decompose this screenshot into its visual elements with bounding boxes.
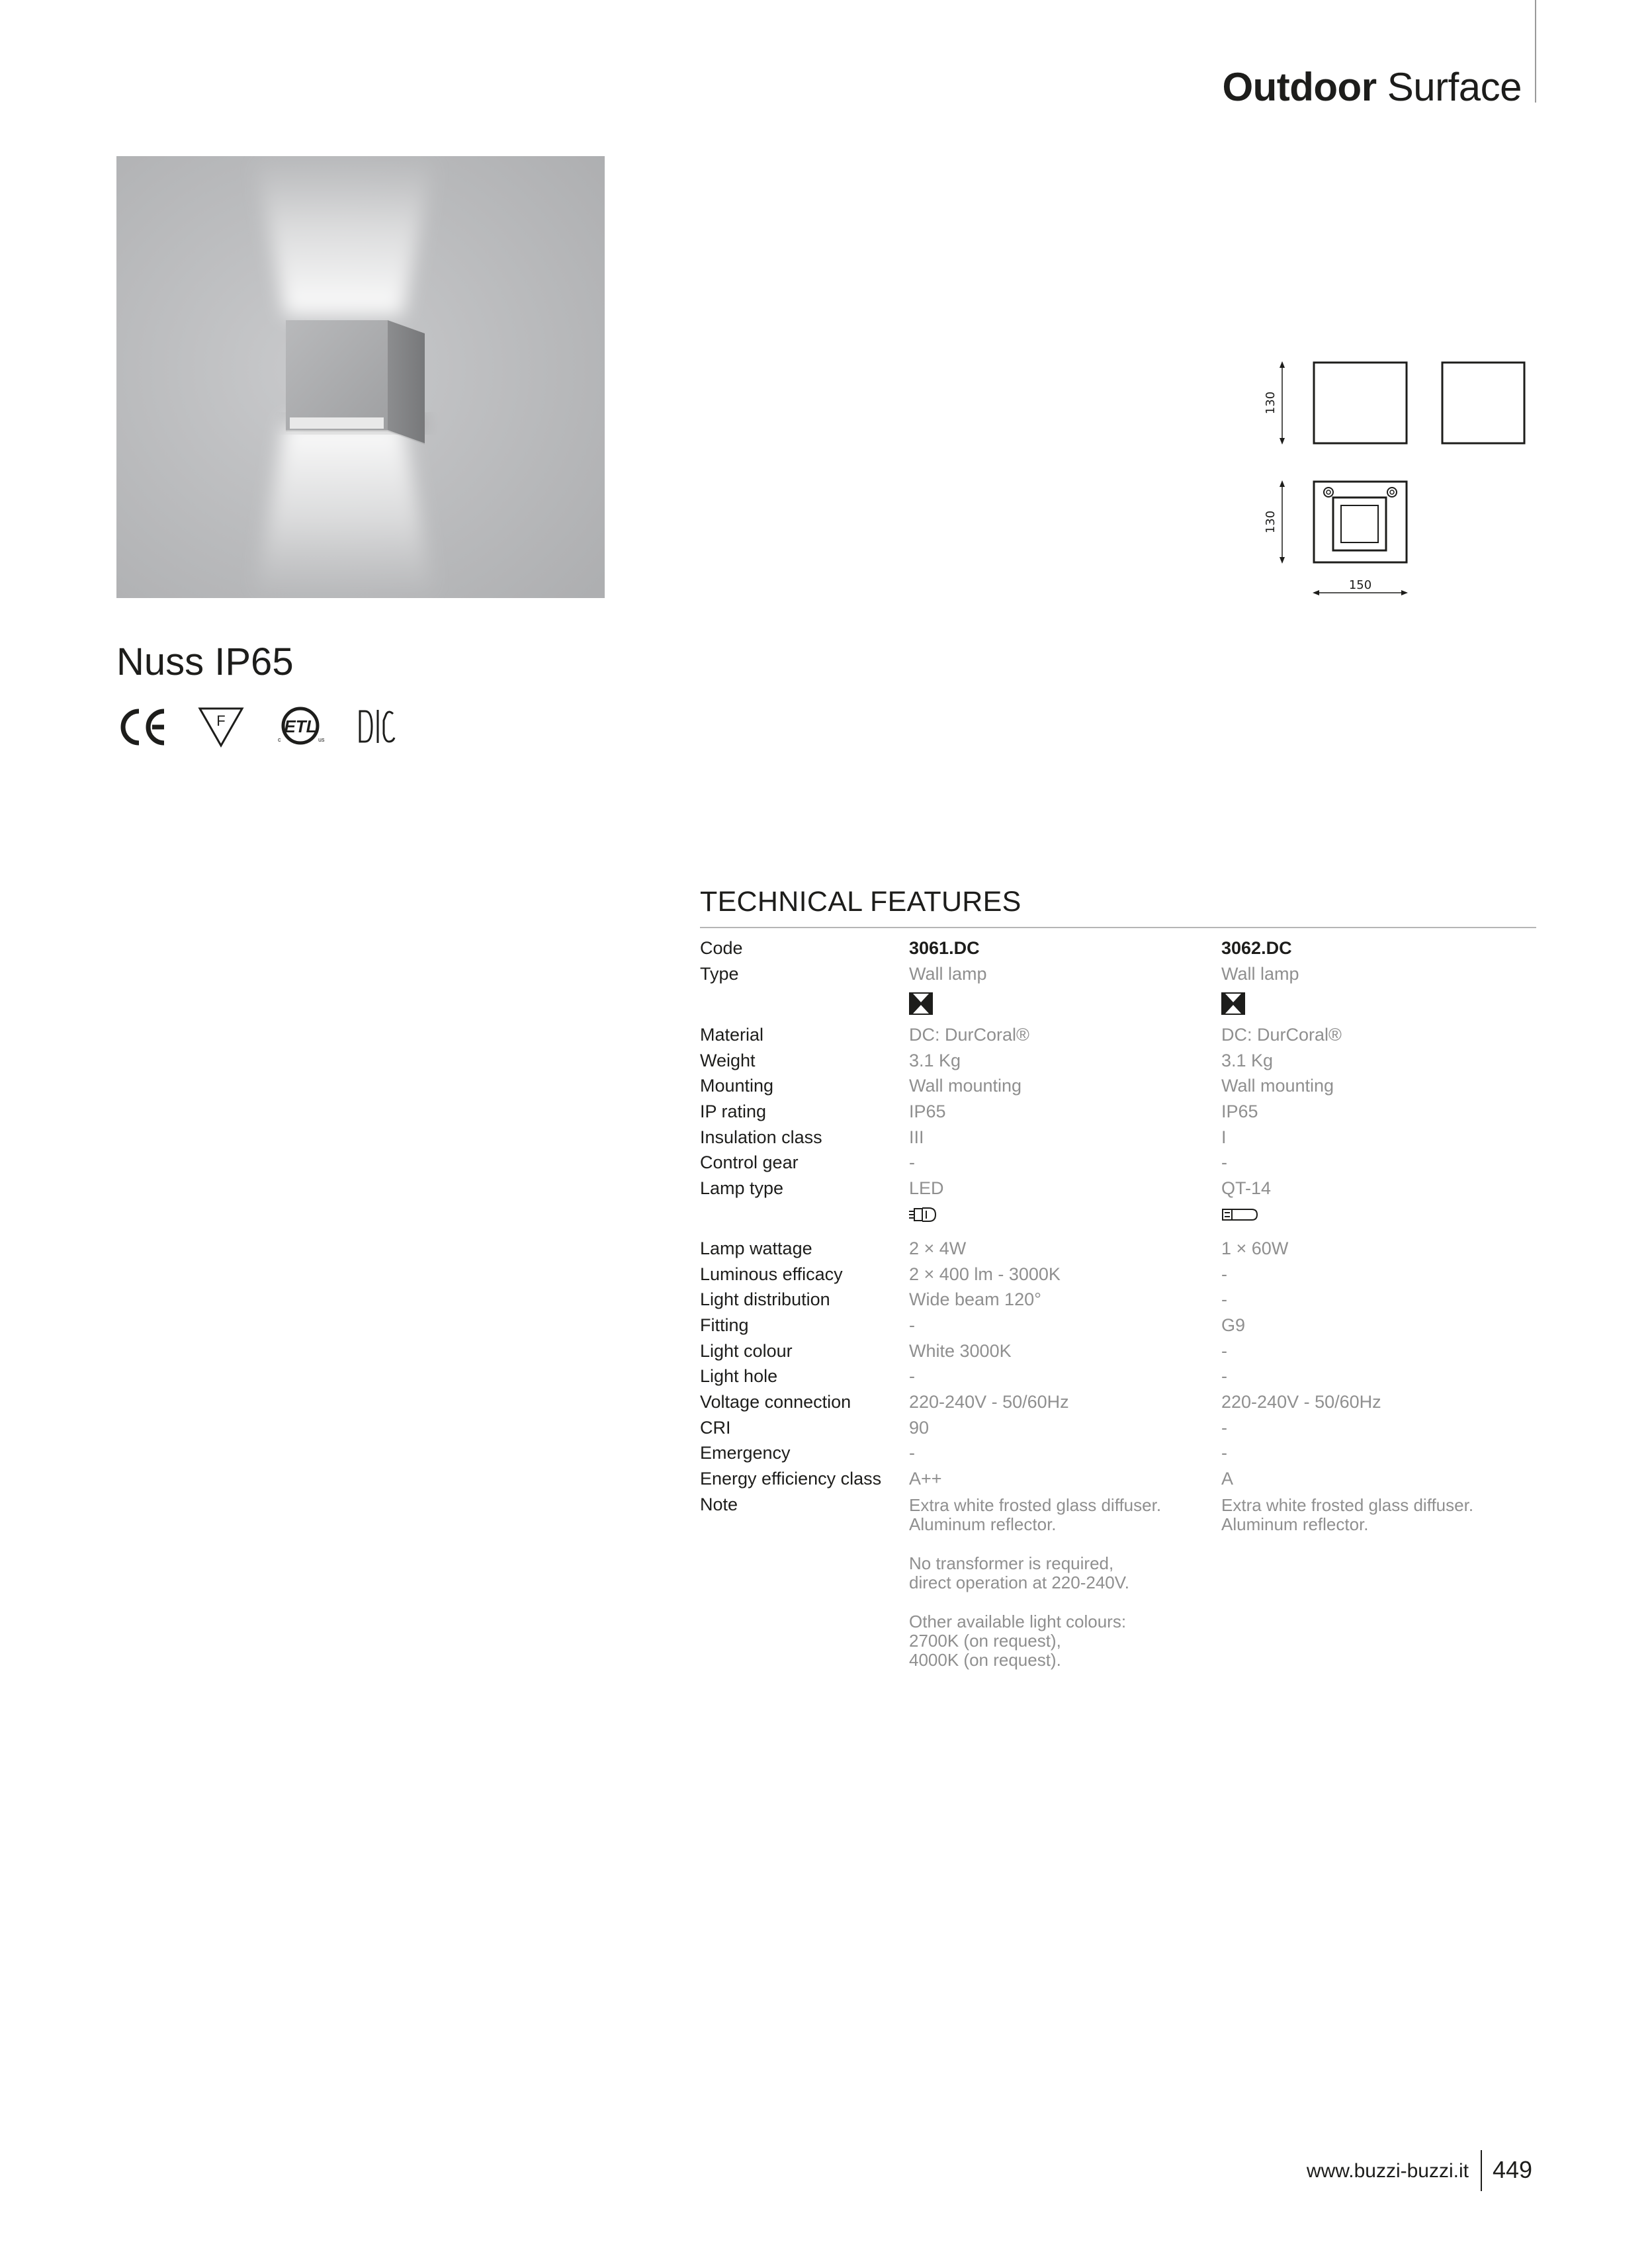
page-number: 449 [1493,2156,1533,2183]
spec-value-1: Wall mounting [909,1076,1022,1096]
svg-text:c: c [278,736,281,743]
spec-value-2: - [1221,1418,1227,1438]
spec-value-2: G9 [1221,1315,1246,1335]
spec-label: Lamp wattage [700,1238,812,1258]
f-triangle-icon [200,709,242,746]
spec-value-2: - [1221,1341,1227,1361]
spec-label: Emergency [700,1443,791,1463]
spec-label: Code [700,938,743,958]
spec-value-1: 90 [909,1418,930,1438]
ce-mark-icon [123,711,164,743]
svg-text:ETL: ETL [284,716,317,736]
technical-drawings [1250,351,1542,602]
spec-label: Lamp type [700,1178,784,1198]
spec-value-1: - [909,1152,915,1172]
footer-url: www.buzzi-buzzi.it [1306,2160,1469,2182]
header-title-light: Surface [1387,65,1522,109]
spec-value-2: QT-14 [1221,1178,1272,1198]
dim-height-front: 130 [1264,391,1278,415]
technical-features-divider [700,927,1536,928]
spec-value-2: 1 × 60W [1221,1238,1289,1258]
spec-label: Voltage connection [700,1392,851,1412]
note-1: Extra white frosted glass diffuser. Aluminum reflector. [909,1495,1162,1534]
led-lamp-icon [908,1205,945,1224]
note-transformer: No transformer is required, direct operation at 220-240V. [909,1553,1129,1592]
note-light-colours: Other available light colours: 2700K (on request), 4000K (on request). [909,1612,1127,1670]
spec-value-1: - [909,1315,915,1335]
spec-value-2: Wall mounting [1221,1076,1334,1096]
spec-value-1: LED [909,1178,944,1198]
halogen-capsule-icon [1221,1205,1258,1224]
spec-value-1: 220-240V - 50/60Hz [909,1392,1069,1412]
spec-value-1: White 3000K [909,1341,1012,1361]
spec-label: Material [700,1025,764,1045]
spec-label: Energy efficiency class [700,1469,882,1489]
spec-code-1: 3061.DC [909,938,980,958]
spec-value-1: A++ [909,1469,942,1489]
spec-label: Fitting [700,1315,749,1335]
spec-value-1: - [909,1443,915,1463]
spec-label: CRI [700,1418,731,1438]
spec-label: Luminous efficacy [700,1264,843,1284]
certification-icons [116,705,421,751]
spec-value-2: 3.1 Kg [1221,1051,1274,1070]
spec-value-1: III [909,1127,924,1147]
note-2: Extra white frosted glass diffuser. Aluminum reflector. [1221,1495,1474,1534]
spec-value-2: - [1221,1443,1227,1463]
dim-width: 150 [1348,578,1372,592]
spec-value-1: Wall lamp [909,964,987,984]
spec-value-1: 2 × 4W [909,1238,967,1258]
product-title: Nuss IP65 [116,640,294,683]
spec-label: Type [700,964,739,984]
header-title-bold: Outdoor [1222,65,1377,109]
dim-height-side: 130 [1264,510,1278,534]
spec-value-1: DC: DurCoral® [909,1025,1029,1045]
spec-code-2: 3062.DC [1221,938,1292,958]
spec-label: Control gear [700,1152,799,1172]
svg-text:F: F [216,713,226,729]
dc-durcoral-icon [360,710,394,743]
spec-value-2: - [1221,1264,1227,1284]
spec-value-2: 220-240V - 50/60Hz [1221,1392,1381,1412]
spec-value-2: Wall lamp [1221,964,1299,984]
technical-features-title: TECHNICAL FEATURES [700,886,1022,918]
spec-label: Weight [700,1051,756,1070]
spec-value-2: DC: DurCoral® [1221,1025,1342,1045]
spec-value-1: Wide beam 120° [909,1289,1041,1309]
product-photo [116,156,605,598]
spec-value-2: - [1221,1152,1227,1172]
wall-lamp-up-down-icon [1221,992,1245,1015]
spec-value-2: A [1221,1469,1234,1489]
etl-listed-icon [278,709,325,743]
spec-label: Light distribution [700,1289,830,1309]
spec-value-1: 3.1 Kg [909,1051,961,1070]
spec-label: Insulation class [700,1127,822,1147]
spec-value-1: 2 × 400 lm - 3000K [909,1264,1061,1284]
spec-value-2: IP65 [1221,1102,1258,1121]
spec-label: Mounting [700,1076,774,1096]
spec-value-1: IP65 [909,1102,946,1121]
footer-divider [1481,2150,1482,2191]
spec-value-2: I [1221,1127,1227,1147]
svg-text:us: us [318,736,325,743]
spec-value-2: - [1221,1366,1227,1386]
spec-label: Note [700,1494,738,1514]
header-divider [1535,0,1536,103]
spec-label: IP rating [700,1102,767,1121]
spec-label: Light colour [700,1341,793,1361]
page-header [1125,61,1522,114]
spec-value-2: - [1221,1289,1227,1309]
spec-label: Light hole [700,1366,778,1386]
spec-value-1: - [909,1366,915,1386]
wall-lamp-up-down-icon [909,992,933,1015]
